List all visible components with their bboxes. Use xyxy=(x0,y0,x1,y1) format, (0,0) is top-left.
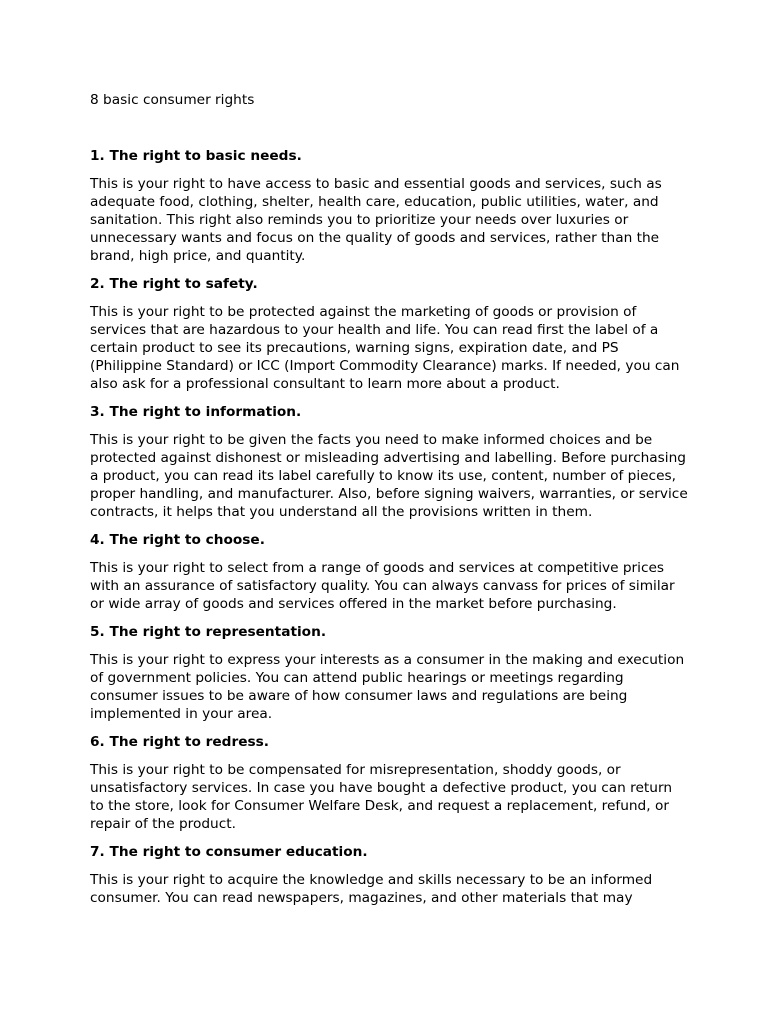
section-information xyxy=(90,403,690,521)
section-representation xyxy=(90,623,690,723)
section-body: This is your right to be given the facts you need to make informed choices and be protected against dishonest or misleading advertising and labelling. Before purchasing a product, you can read its label carefully to know its use, content, number of pieces, proper handling, and manufacturer. Also, before signing waivers, warranties, or service contracts, it helps that you understand all the provisions written in them. xyxy=(90,432,688,520)
section-body: This is your right to acquire the knowledge and skills necessary to be an informed consumer. You can read newspapers, magazines, and other materials that may xyxy=(90,872,653,906)
section-heading: 3. The right to information. xyxy=(90,404,302,420)
section-heading: 6. The right to redress. xyxy=(90,734,269,750)
section-heading: 7. The right to consumer education. xyxy=(90,844,368,860)
section-heading: 2. The right to safety. xyxy=(90,276,258,292)
document-title: 8 basic consumer rights xyxy=(90,92,255,108)
section-redress xyxy=(90,733,690,833)
section-consumer-education xyxy=(90,843,690,907)
section-body: This is your right to select from a range of goods and services at competitive prices with an assurance of satisfactory quality. You can always canvass for prices of similar or wide array of goods and services offered in the market before purchasing. xyxy=(90,560,675,612)
section-heading: 1. The right to basic needs. xyxy=(90,148,302,164)
section-safety xyxy=(90,275,690,393)
section-heading: 5. The right to representation. xyxy=(90,624,327,640)
section-body: This is your right to express your interests as a consumer in the making and execution of government policies. You can attend public hearings or meetings regarding consumer issues to be aware of how consumer laws and regulations are being implemented in your area. xyxy=(90,652,685,722)
section-heading: 4. The right to choose. xyxy=(90,532,265,548)
section-choose xyxy=(90,531,690,613)
section-basic-needs xyxy=(90,147,690,265)
section-body: This is your right to be protected against the marketing of goods or provision of services that are hazardous to your health and life. You can read first the label of a certain product to see its precautions, warning signs, expiration date, and PS (Philippine Standard) or ICC (Import Commodity Clearance) marks. If needed, you can also ask for a professional consultant to learn more about a product. xyxy=(90,304,680,392)
section-body: This is your right to have access to basic and essential goods and services, such as adequate food, clothing, shelter, health care, education, public utilities, water, and sanitation. This right also reminds you to prioritize your needs over luxuries or unnecessary wants and focus on the quality of goods and services, rather than the brand, high price, and quantity. xyxy=(90,176,662,264)
document-page xyxy=(90,91,690,917)
section-body: This is your right to be compensated for misrepresentation, shoddy goods, or unsatisfactory services. In case you have bought a defective product, you can return to the store, look for Consumer Welfare Desk, and request a replacement, refund, or repair of the product. xyxy=(90,762,673,832)
